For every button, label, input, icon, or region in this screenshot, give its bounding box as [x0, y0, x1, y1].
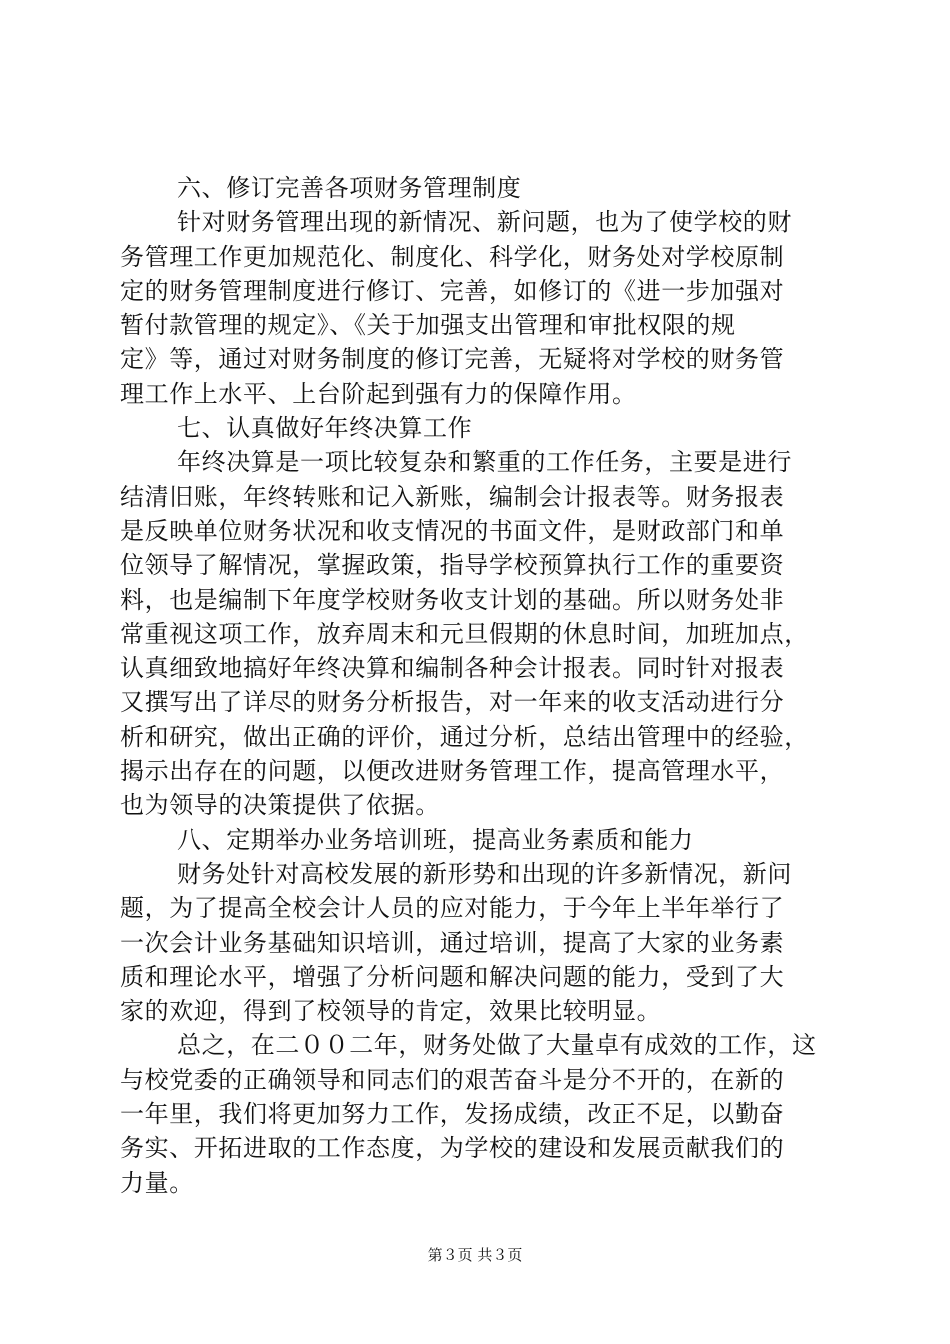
- text-line: 理工作上水平、上台阶起到强有力的保障作用。: [120, 379, 637, 408]
- text-line: 是反映单位财务状况和收支情况的书面文件，是财政部门和单: [120, 516, 785, 545]
- text-line: 财务处针对高校发展的新形势和出现的许多新情况，新问: [177, 859, 792, 888]
- text-line: 认真细致地搞好年终决算和编制各种会计报表。同时针对报表: [120, 654, 785, 683]
- text-line: 常重视这项工作，放弃周末和元旦假期的休息时间，加班加点，: [120, 619, 809, 648]
- document-body: [120, 171, 840, 1200]
- text-line: 一年里，我们将更加努力工作，发扬成绩，改正不足，以勤奋: [120, 1100, 785, 1129]
- text-line: 家的欢迎，得到了校领导的肯定，效果比较明显。: [120, 997, 662, 1026]
- text-line: 针对财务管理出现的新情况、新问题，也为了使学校的财: [177, 208, 792, 237]
- page-number: 第３页 共３页: [427, 1246, 523, 1264]
- text-line: 七、认真做好年终决算工作: [177, 414, 473, 443]
- text-line: 总之，在二００二年，财务处做了大量卓有成效的工作，这: [177, 1031, 817, 1060]
- text-line: 务管理工作更加规范化、制度化、科学化，财务处对学校原制: [120, 242, 785, 271]
- text-line: 暂付款管理的规定》、《关于加强支出管理和审批权限的规: [120, 311, 736, 340]
- text-line: 结清旧账，年终转账和记入新账，编制会计报表等。财务报表: [120, 482, 785, 511]
- text-line: 质和理论水平，增强了分析问题和解决问题的能力，受到了大: [120, 962, 785, 991]
- text-line: 与校党委的正确领导和同志们的艰苦奋斗是分不开的，在新的: [120, 1065, 785, 1094]
- text-line: 六、修订完善各项财务管理制度: [177, 174, 522, 202]
- text-line: 定的财务管理制度进行修订、完善，如修订的《进一步加强对: [120, 276, 785, 305]
- text-line: 力量。: [120, 1168, 194, 1197]
- text-line: 析和研究，做出正确的评价，通过分析，总结出管理中的经验，: [120, 722, 809, 751]
- text-line: 也为领导的决策提供了依据。: [120, 791, 440, 820]
- page-footer: [0, 1245, 950, 1265]
- text-line: 料，也是编制下年度学校财务收支计划的基础。所以财务处非: [120, 585, 785, 614]
- text-line: 揭示出存在的问题，以便改进财务管理工作，提高管理水平，: [120, 757, 785, 786]
- text-line: 定》等，通过对财务制度的修订完善，无疑将对学校的财务管: [120, 345, 785, 374]
- text-line: 位领导了解情况，掌握政策，指导学校预算执行工作的重要资: [120, 551, 785, 580]
- text-line: 题，为了提高全校会计人员的应对能力，于今年上半年举行了: [120, 894, 785, 923]
- text-line: 年终决算是一项比较复杂和繁重的工作任务，主要是进行: [177, 448, 792, 477]
- text-line: 务实、开拓进取的工作态度，为学校的建设和发展贡献我们的: [120, 1134, 785, 1163]
- text-line: 八、定期举办业务培训班，提高业务素质和能力: [177, 825, 694, 854]
- text-line: 一次会计业务基础知识培训，通过培训，提高了大家的业务素: [120, 928, 785, 957]
- text-line: 又撰写出了详尽的财务分析报告，对一年来的收支活动进行分: [120, 688, 785, 717]
